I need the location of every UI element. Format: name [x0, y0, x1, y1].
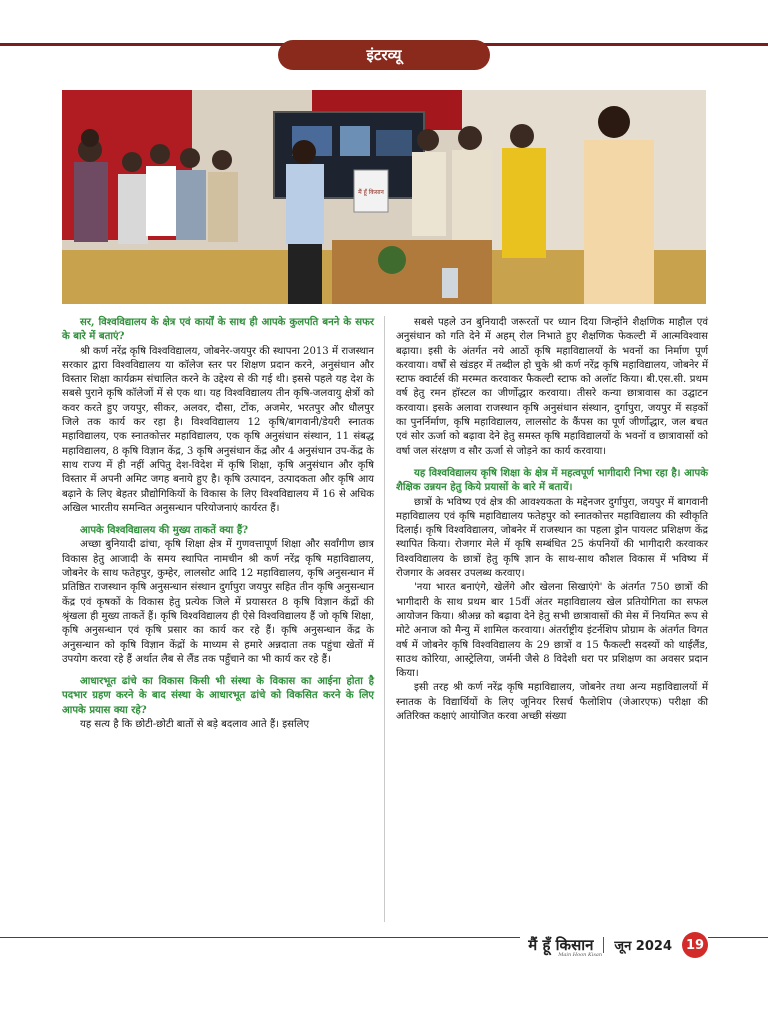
answer-3-continued: सबसे पहले उन बुनियादी जरूरतों पर ध्यान दिया जिन्होंने शैक्षणिक माहौल एवं अनुसंधान को गति देने में अहम् रोल निभाते हुए शैक्षणिक फेकल्टी में आत्मविश्वास बढ़ाया। इसी के अंतर्गत नये आठों कृषि महाविद्यालयों के भवनों का निर्माण पूर्ण करवाया। वर्षों से खंडहर में तब्दील हो चुके श्री कर्ण नरेंद्र कृषि महाविद्यालय, जोबनेर में स्टाफ क्वार्टर्स की मरम्मत करवाकर फैकल्टी स्टाफ को अलॉट किया। बी.एस.सी. प्रथम वर्ष हेतु रमन हॉस्टल का जीर्णोद्धार करवाया। तीसरे कन्या छात्रावास का उद्घाटन करवाया। इसके अलावा राजस्थान कृषि अनुसंधान संस्थान, दुर्गापुरा, जयपुर में सड़कों का पुनर्निर्माण, कृषि महाविद्यालय, लालसोट के कैंपस का पूर्ण जीर्णोद्धार, जल बचत एवं सोर ऊर्जा को बढ़ावा देने हेतु समस्त कृषि महाविद्यालयों के भवनों व छात्रावासों को वर्षा जल संरक्षण व सौर ऊर्जा से जोड़ने का कार्य करवाया।	[396, 317, 708, 457]
article-photo	[62, 90, 706, 304]
answer-3-start: यह सत्य है कि छोटी-छोटी बातों से बड़े बदलाव आते हैं। इसलिए	[80, 719, 310, 731]
page-number-badge	[682, 932, 708, 958]
question-3: आधारभूत ढांचे का विकास किसी भी संस्था के विकास का आईना होता है पदभार ग्रहण करने के बाद संस्था के आधारभूत ढांचे को विकसित करने के लिए आपके प्रयास क्या रहे?	[62, 676, 374, 716]
placard-text: मैं हूँ किसान	[358, 189, 384, 196]
potted-plant	[378, 246, 406, 274]
answer-2: अच्छा बुनियादी ढांचा, कृषि शिक्षा क्षेत्र में गुणवत्तापूर्ण शिक्षा और सर्वांगीण छात्र विकास हेतु आजादी के समय स्थापित नामचीन श्री कर्ण नरेंद्र कृषि महाविद्यालय, जोबनेर के साथ फतेहपुर, कुम्हेर, लालसोट आदि 12 महाविद्यालय, कृषि अनुसन्धान में प्रतिष्ठित राजस्थान कृषि अनुसन्धान संस्थान दुर्गापुरा जयपुर सहित तीन कृषि अनुसन्धान केंद्र एवं कृषकों के विकास हेतु प्रत्येक जिले में प्रयासरत 8 कृषि विज्ञान केंद्रों की श्रृंखला ही मुख्य ताकतें हैं। कृषि विश्वविद्यालय ही ऐसे विश्वविद्यालय हैं जो कृषि शिक्षा, कृषि अनुसन्धान एवं कृषि प्रसार का कार्य कर रहे हैं। कृषि अनुसन्धान केंद्र के अनुसन्धान को कृषि विज्ञान केंद्रों के माध्यम से हमारे अन्नदाता तक पहुंचा खेतों में उपयोग करवा रहे हैं अर्थात लैब से लैंड तक पहुँचाने का भी कार्य कर रहे हैं।	[62, 539, 374, 665]
question-2: आपके विश्वविद्यालय की मुख्य ताकतें क्या हैं?	[80, 525, 249, 537]
article-column-right	[396, 316, 708, 724]
question-1: सर, विश्वविद्यालय के क्षेत्र एवं कार्यों के साथ ही आपके कुलपति बनने के सफर के बारे में बताएं?	[62, 317, 374, 343]
answer-4-para-3: इसी तरह श्री कर्ण नरेंद्र कृषि महाविद्यालय, जोबनेर तथा अन्य महाविद्यालयों में स्नातक के विद्यार्थियों के लिए जूनियर रिसर्च फैलोशिप (जेआरएफ) परीक्षा की अतिरिक्त कक्षाएं आयोजित करवा अच्छी संख्या	[396, 682, 708, 723]
page-number: 19	[685, 937, 705, 953]
column-divider	[384, 316, 385, 922]
footer-separator	[603, 937, 604, 953]
answer-1: श्री कर्ण नरेंद्र कृषि विश्वविद्यालय, जोबनेर-जयपुर की स्थापना 2013 में राजस्थान सरकार द्वारा विश्वविद्यालय या कॉलेज स्तर पर शिक्षण प्रदान करने, अनुसंधान और विस्तार शिक्षा कार्यक्रम संचालित करने के उद्देश्य से की गई थी। इससे पहले यह देश के सबसे पुराने कृषि कॉलेजों में से एक था। यह विश्वविद्यालय तीन कृषि-जलवायु क्षेत्रों को कवर करते हुए जयपुर, सीकर, अलवर, दौसा, टोंक, अजमेर, भरतपुर और धौलपुर जिले तक कार्य कर रहा है। विश्वविद्यालय 12 कृषि/बागवानी/डेयरी स्नातक महाविद्यालय, एक स्नातकोत्तर महाविद्यालय, एक कृषि अनुसंधान संस्थान, 11 संबद्ध महाविद्यालय, 8 कृषि विज्ञान केंद्र, 3 कृषि अनुसंधान केंद्र और 4 अनुसंधान उप-केंद्र के साथ राज्य में ही नहीं अपितु देश-विदेश में कृषि शिक्षा, कृषि अनुसंधान और कृषि विस्तार में अपनी अमिट जगह बनाये हुए है। कृषि उत्पादन, उत्पादकता और कृषि आय बढ़ाने के लिए बेहतर प्रौद्योगिकियों के विकास के लिए विश्वविद्यालय में 16 से अधिक अखिल भारतीय समन्वित अनुसन्धान परियोजनाएं कार्यरत हैं।	[62, 345, 374, 514]
section-title: इंटरव्यू	[366, 46, 402, 64]
answer-4-para-1: छात्रों के भविष्य एवं क्षेत्र की आवश्यकता के मद्देनजर दुर्गापुरा, जयपुर में बागवानी महाविद्यालय एवं कृषि महाविद्यालय फतेहपुर को स्नातकोत्तर महाविद्यालय की स्वीकृति दिलाई। कृषि विश्वविद्यालय, जोबनेर में राजस्थान का पहला ड्रोन पायलट प्रशिक्षण केंद्र स्थापित किया। रोजगार मेले में कृषि सम्बंधित 25 कंपनियों की भागीदारी करवाकर विश्वविद्यालय के छात्रों हेतु कृषि ज्ञान के साथ-साथ कौशल विकास में भविष्य में रोजगार के अवसर उपलब्ध करवाए।	[396, 496, 708, 580]
article-column-left	[62, 316, 374, 732]
page-footer	[520, 930, 708, 960]
water-bottle	[442, 268, 458, 298]
answer-4-para-2: 'नया भारत बनाएंगे, खेलेंगे और खेलना सिखाएंगे' के अंतर्गत 750 छात्रों की भागीदारी के साथ प्रथम बार 15वीं अंतर महाविद्यालय खेल प्रतियोगिता का सफल आयोजन किया। श्रीअन्न को बढ़ावा देने हेतु सभी छात्रावासों की मेस में नियमित रूप से मोटे अनाज को मैन्यु में शामिल करवाया। अंतर्राष्ट्रीय इंटर्नशिप प्रोग्राम के अंतर्गत विगत वर्ष में जोबनेर कृषि विश्वविद्यालय के 29 छात्रों व 15 फैकल्टी सदस्यों को थाईलैंड, साउथ कोरिया, आस्ट्रेलिया, जर्मनी जैसे 8 विदेशी धरा पर प्रशिक्षण का अवसर प्रदान किया।	[396, 582, 708, 680]
issue-date: जून 2024	[614, 939, 672, 954]
magazine-tagline: Main Hoon Kisan	[558, 952, 603, 958]
section-banner	[278, 40, 490, 70]
question-4: यह विश्वविद्यालय कृषि शिक्षा के क्षेत्र में महत्वपूर्ण भागीदारी निभा रहा है। आपके शैक्षिक उन्नयन हेतु किये प्रयासों के बारे में बतायें।	[396, 467, 708, 494]
magazine-name: मैं हूँ किसान	[528, 936, 594, 954]
magazine-logo	[528, 935, 603, 958]
